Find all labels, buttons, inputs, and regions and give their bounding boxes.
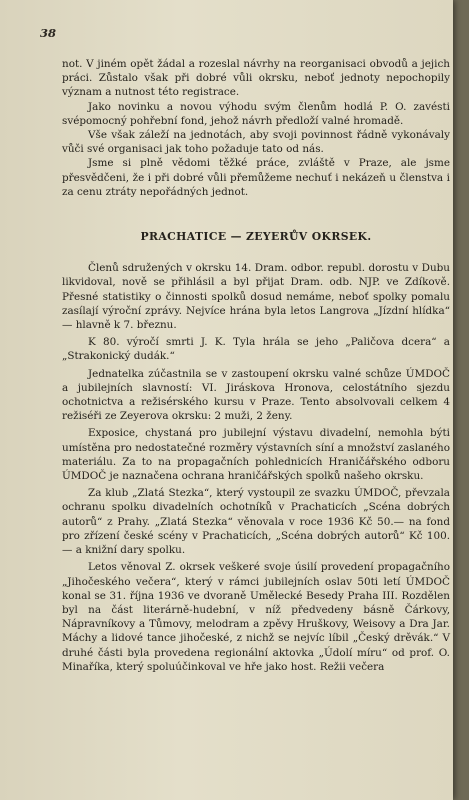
paragraph: Jsme si plně vědomi těžké práce, zvláště v Praze, ale jsme přesvědčeni, že i při dobré vůli přemůžeme nechuť i nekázeň u členstva i za cenu ztráty nepořádných jednot.	[62, 157, 450, 198]
paragraph: Za klub „Zlatá Stezka“, který vystoupil ze svazku ÚMDOČ, převzala ochranu spolku divadelních ochotníků v Prachaticích „Scéna dobrých autorů“ z Prahy. „Zlatá Stezka“ věnovala v roce 1936 Kč 50.— na fond pro zřízení české scény v Prachaticích, „Scéna dobrých autorů“ Kč 100.— a knižní dary spolku.	[62, 487, 450, 557]
paragraph: K 80. výročí smrti J. K. Tyla hrála se jeho „Paličova dcera“ a „Strakonický dudák.“	[62, 336, 450, 363]
section-heading: PRACHATICE — ZEYERŮV OKRSEK.	[140, 230, 372, 244]
page-number: 38	[40, 26, 57, 40]
paragraph: Letos věnoval Z. okrsek veškeré svoje úsilí provedení propagačního „Jihočeského večera“, který v rámci jubilejních oslav 50ti letí ÚMDOČ konal se 31. října 1936 ve dvoraně Umělecké Besedy Praha III. Rozdělen byl na část literárně-hudební, v níž předvedeny básně Čárkovy, Nápravníkovy a Tůmovy, melodram a zpěvy Hruškovy, Weisovy a Dra Jar. Máchy a lidové tance jihočeské, z nichž se nejvíc líbil „Český drěvák.“ V druhé části byla provedena regionální aktovka „Údolí míru“ od prof. O. Minaříka, který spoluúčinkoval ve hře jako host. Režii večera	[62, 561, 450, 673]
paragraph: Jako novinku a novou výhodu svým členům hodlá P. O. zavésti svépomocný pohřební fond, jehož návrh předloží valné hromadě.	[62, 100, 450, 127]
paragraph: Vše však záleží na jednotách, aby svoji povinnost řádně vykonávaly vůči své organisaci jak toho požaduje tato od nás.	[62, 129, 450, 156]
page-content	[62, 57, 450, 674]
paragraph: not. V jiném opět žádal a rozeslal návrhy na reorganisaci obvodů a jejich práci. Zůstalo však při dobré vůli okrsku, neboť jednoty nepochopily význam a nutnost této registrace.	[62, 58, 450, 99]
paragraph: Členů sdružených v okrsku 14. Dram. odbor. republ. dorostu v Dubu likvidoval, nově se přihlásil a byl přijat Dram. odb. NJP. ve Zdíkově. Přesné statistiky o činnosti spolků dosud nemáme, neboť spolky pomalu zasílají výroční zprávy. Nejvíce hrána byla letos Langrova „Jízdní hlídka“ — hlavně k 7. březnu.	[62, 262, 450, 332]
paragraph: Jednatelka zúčastnila se v zastoupení okrsku valné schůze ÚMDOČ a jubilejních slavností: VI. Jiráskova Hronova, celostátního sjezdu ochotnictva a režisérského kursu v Praze. Tento absolvovali celkem 4 režiséři ze Zeyerova okrsku: 2 muži, 2 ženy.	[62, 367, 450, 423]
paragraph: Exposice, chystaná pro jubilejní výstavu divadelní, nemohla býti umístěna pro nedostatečné rozměry výstavních síní a množství zaslaného materiálu. Za to na propagačních pohlednicích Hraničářského odboru ÚMDOČ je naznačena ochrana hraničářských spolků našeho okrsku.	[62, 427, 450, 483]
